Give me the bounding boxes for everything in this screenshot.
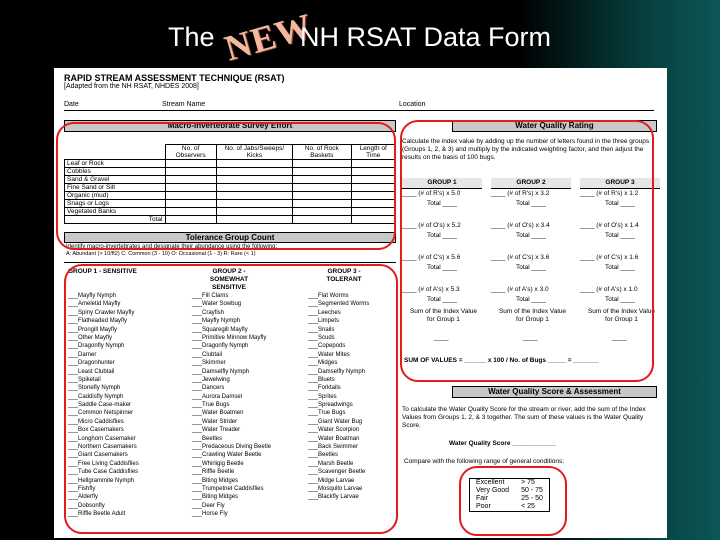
highlight-tolerance-groups	[64, 264, 398, 534]
rating-row: ____ (# of R's) x 5.0	[402, 190, 461, 197]
rating-total: Total ____	[516, 232, 546, 239]
list-item: ___Riffle Beetle Adult	[68, 511, 126, 518]
list-item: ___Biting Midges	[192, 494, 239, 501]
list-item: ___Saddle Case-maker	[68, 402, 132, 409]
rating-row: ____ (# of O's) x 1.4	[580, 222, 639, 229]
location-label: Location	[399, 101, 426, 108]
list-item: ___Snails	[308, 326, 335, 333]
list-item: ___Squaregill Mayfly	[192, 326, 248, 333]
list-item: ___Box Casemakers	[68, 427, 124, 434]
rating-total: Total ____	[605, 296, 635, 303]
group2-sum-blank: ____	[523, 334, 538, 341]
condition-range: 25 - 50	[521, 495, 543, 502]
rating-group-1-title: GROUP 1	[402, 178, 482, 189]
wq-score-field: Water Quality Score ____________	[449, 440, 556, 447]
rating-row: ____ (# of R's) x 1.2	[580, 190, 639, 197]
list-item: ___Longhorn Casemaker	[68, 435, 136, 442]
rating-row: ____ (# of C's) x 5.6	[402, 254, 461, 261]
survey-col-observers: No. of Observers	[165, 145, 216, 160]
list-item: ___Damselfly Nymph	[192, 368, 250, 375]
row-label: Fine Sand or Silt	[65, 184, 166, 192]
rating-total: Total ____	[427, 232, 457, 239]
list-item: ___Giant Water Bug	[308, 418, 363, 425]
list-item: ___True Bugs	[308, 410, 346, 417]
rating-total: Total ____	[427, 264, 457, 271]
list-item: ___Spreadwings	[308, 402, 353, 409]
rating-total: Total ____	[516, 296, 546, 303]
list-item: ___Leeches	[308, 309, 341, 316]
list-item: ___Beetles	[192, 435, 223, 442]
survey-col-time: Length of Time	[351, 145, 396, 160]
survey-effort-header: Macro-Invertebrate Survey Effort	[64, 120, 396, 132]
title-the: The	[168, 22, 215, 52]
list-item: ___Least Clubtail	[68, 368, 115, 375]
list-item: ___Beetles	[308, 452, 339, 459]
list-item: ___Riffle Beetle	[192, 469, 235, 476]
rating-row: ____ (# of A's) x 1.0	[580, 286, 638, 293]
list-item: ___Other Mayfly	[68, 334, 113, 341]
row-label: Snags or Logs	[65, 200, 166, 208]
list-item: ___Water Treader	[192, 427, 241, 434]
list-item: ___Blackfly Larvae	[308, 494, 359, 501]
list-item: ___Dancers	[192, 385, 225, 392]
row-label: Vegetated Banks	[65, 208, 166, 216]
list-item: ___Midges	[308, 360, 338, 367]
list-item: ___Giant Casemakers	[68, 452, 128, 459]
list-item: ___Aurora Damsel	[192, 393, 243, 400]
title-main: NH RSAT Data Form	[300, 22, 552, 52]
rating-row: ____ (# of O's) x 3.4	[491, 222, 550, 229]
list-item: ___Damselfly Nymph	[308, 368, 366, 375]
list-item: ___Bluets	[308, 376, 335, 383]
rating-group-3-title: GROUP 3	[580, 178, 660, 189]
list-item: ___Segmented Worms	[308, 301, 370, 308]
stream-name-label: Stream Name	[162, 101, 206, 108]
rating-row: ____ (# of A's) x 3.0	[491, 286, 549, 293]
list-item: ___Dragonfly Nymph	[68, 343, 125, 350]
rating-group-2-title: GROUP 2	[491, 178, 571, 189]
list-item: ___Caddisfly Nymph	[68, 393, 124, 400]
condition-range: < 25	[521, 503, 535, 510]
list-item: ___Mayfly Nymph	[68, 293, 117, 299]
rating-total: Total ____	[427, 200, 457, 207]
list-item: ___Water Sowbug	[192, 301, 242, 308]
rating-total: Total ____	[605, 264, 635, 271]
list-item: ___Midge Larvae	[308, 477, 355, 484]
list-item: ___Spiny Crawler Mayfly	[68, 309, 135, 316]
list-item: ___Mayfly Nymph	[192, 318, 241, 325]
group-rule	[64, 262, 396, 263]
group2-title: GROUP 2 - SOMEWHAT SENSITIVE	[209, 268, 249, 291]
rating-total: Total ____	[605, 232, 635, 239]
list-item: ___Jewelwing	[192, 376, 230, 383]
new-logo: NEW	[220, 5, 317, 69]
form-source: [Adapted from the NH RSAT, NHDES 2008]	[64, 83, 199, 90]
rating-total: Total ____	[516, 200, 546, 207]
list-item: ___Dragonfly Nymph	[192, 343, 249, 350]
row-label: Organic (mud)	[65, 192, 166, 200]
group1-sum-blank: ____	[434, 334, 449, 341]
rating-total: Total ____	[605, 200, 635, 207]
list-item: ___Whirligig Beetle	[192, 460, 244, 467]
rating-row: ____ (# of A's) x 5.3	[402, 286, 460, 293]
group2-sum-label: Sum of the Index Value for Group 1	[498, 308, 567, 323]
group1-title: GROUP 1 - SENSITIVE	[68, 268, 137, 275]
sum-of-values: SUM OF VALUES = ______ x 100 / No. of Bugs _____ = _______	[404, 357, 599, 364]
list-item: ___Marsh Beetle	[308, 460, 354, 467]
list-item: ___Clubtail	[192, 351, 223, 358]
list-item: ___Dobsonfly	[68, 502, 105, 509]
group3-sum-blank: ____	[612, 334, 627, 341]
list-item: ___Biting Midges	[192, 477, 239, 484]
list-item: ___True Bugs	[192, 402, 230, 409]
list-item: ___Limpets	[308, 318, 340, 325]
date-label: Date	[64, 101, 79, 108]
highlight-conditions	[459, 466, 567, 536]
list-item: ___Water Strider	[192, 418, 238, 425]
list-item: ___Trumpetnet Caddisflies	[192, 485, 264, 492]
list-item: ___Spiketail	[68, 376, 101, 383]
row-label: Leaf or Rock	[65, 160, 166, 168]
tolerance-count-header: Tolerance Group Count	[64, 232, 396, 243]
wq-score-header: Water Quality Score & Assessment	[452, 386, 657, 398]
list-item: ___Predaceous Diving Beetle	[192, 444, 272, 451]
list-item: ___Flat Worms	[308, 293, 349, 299]
list-item: ___Primitive Minnow Mayfly	[192, 334, 267, 341]
highlight-survey-effort	[56, 122, 396, 250]
wq-score-instructions: To calculate the Water Quality Score for the stream or river, add the sum of the Index Values from Groups 1, 2, & 3 together. The sum of these values is the Water Quality Score.	[402, 406, 646, 429]
condition-label: Poor	[476, 503, 491, 510]
rating-total: Total ____	[516, 264, 546, 271]
row-label: Sand & Gravel	[65, 176, 166, 184]
row-label: Cobbles	[65, 168, 166, 176]
list-item: ___Water Boatman	[308, 435, 360, 442]
list-item: ___Micro Caddisflies	[68, 418, 124, 425]
list-item: ___Stonefly Nymph	[68, 385, 121, 392]
list-item: ___Fill Clams	[192, 293, 229, 299]
list-item: ___Skimmer	[192, 360, 226, 367]
condition-label: Very Good	[476, 487, 510, 494]
list-item: ___Fishfly	[68, 485, 96, 492]
list-item: ___Back Swimmer	[308, 444, 359, 451]
list-item: ___Water Scorpion	[308, 427, 360, 434]
list-item: ___Prongill Mayfly	[68, 326, 118, 333]
condition-range: > 75	[521, 479, 535, 486]
header-rule	[64, 110, 654, 111]
group1-sum-label: Sum of the Index Value for Group 1	[409, 308, 478, 323]
compare-instructions: Compare with the following range of general conditions:	[404, 458, 565, 465]
list-item: ___Tube Case Caddisflies	[68, 469, 139, 476]
list-item: ___Scavenger Beetle	[308, 469, 366, 476]
rating-row: ____ (# of R's) x 3.2	[491, 190, 550, 197]
list-item: ___Flatheaded Mayfly	[68, 318, 128, 325]
rating-total: Total ____	[427, 296, 457, 303]
list-item: ___Deer Fly	[192, 502, 225, 509]
list-item: ___Crayfish	[192, 309, 225, 316]
list-item: ___Water Boatmen	[192, 410, 244, 417]
slide-title	[0, 5, 720, 69]
list-item: ___Scuds	[308, 334, 335, 341]
wq-rating-instructions: Calculate the index value by adding up the number of letters found in the three groups (Groups 1, 2, & 3) and multiply by the indicated weighting factor, and then adjust the results on the basis of 100 bugs.	[402, 138, 650, 161]
condition-range: 50 - 75	[521, 487, 543, 494]
list-item: ___Free Living Caddisflies	[68, 460, 139, 467]
survey-col-kicks: No. of Jabs/Sweeps/ Kicks	[216, 145, 292, 160]
abundance-key: A: Abundant (> 10/ft2) C: Common (3 - 10) O: Occasional (1 - 3) R: Rare (< 1)	[66, 251, 256, 257]
list-item: ___Sprites	[308, 393, 337, 400]
list-item: ___Water Mites	[308, 351, 350, 358]
list-item: ___Dragonhunter	[68, 360, 115, 367]
group3-title: GROUP 3 - TOLERANT	[326, 268, 362, 283]
list-item: ___Copepods	[308, 343, 346, 350]
list-item: ___Crawling Water Beetle	[192, 452, 262, 459]
group3-sum-label: Sum of the Index Value for Group 1	[587, 308, 656, 323]
list-item: ___Forktails	[308, 385, 341, 392]
tolerance-note: Identify macro-invertebrates and designate their abundance using the following:	[66, 244, 278, 250]
wq-rating-header: Water Quality Rating	[452, 120, 657, 132]
survey-col-baskets: No. of Rock Baskets	[293, 145, 351, 160]
list-item: ___Alderfly	[68, 494, 99, 501]
form-title: RAPID STREAM ASSESSMENT TECHNIQUE (RSAT)	[64, 73, 285, 83]
list-item: ___Darner	[68, 351, 97, 358]
condition-label: Excellent	[476, 479, 505, 486]
list-item: ___Mosquito Larvae	[308, 485, 363, 492]
list-item: ___Horse Fly	[192, 511, 228, 518]
list-item: ___Ameletid Mayfly	[68, 301, 121, 308]
total-label: Total	[65, 216, 166, 224]
list-item: ___Hellgrammite Nymph	[68, 477, 135, 484]
condition-label: Fair	[476, 495, 489, 502]
rating-row: ____ (# of O's) x 5.2	[402, 222, 461, 229]
list-item: ___Northern Casemakers	[68, 444, 137, 451]
rsat-data-form	[54, 68, 667, 538]
rating-row: ____ (# of C's) x 3.6	[491, 254, 550, 261]
rating-row: ____ (# of C's) x 1.6	[580, 254, 639, 261]
highlight-wq-rating	[400, 120, 654, 382]
list-item: ___Common Netspinner	[68, 410, 134, 417]
